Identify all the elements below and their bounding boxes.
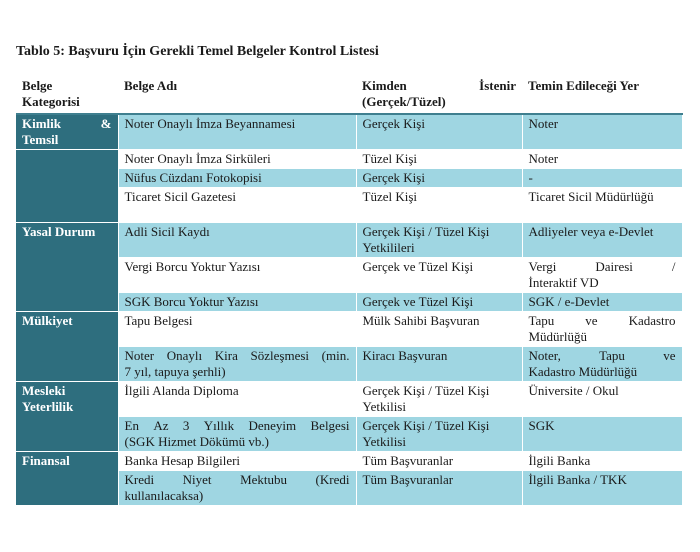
document-name: Ticaret Sicil Gazetesi — [118, 188, 356, 223]
requested-from: Gerçek Kişi / Tüzel Kişi Yetkilisi — [356, 417, 522, 452]
table-row — [16, 150, 682, 169]
requested-from: Mülk Sahibi Başvuran — [356, 312, 522, 347]
document-name: Adli Sicil Kaydı — [118, 223, 356, 258]
document-name: Nüfus Cüzdanı Fotokopisi — [118, 169, 356, 188]
header-document-name: Belge Adı — [118, 75, 356, 114]
category-professional: Mesleki Yeterlilik — [16, 382, 118, 452]
source: Vergi Dairesi / İnteraktif VD — [522, 258, 682, 293]
requested-from: Tüzel Kişi — [356, 150, 522, 169]
document-name: En Az 3 Yıllık Deneyim Belgesi (SGK Hizmet Dökümü vb.) — [118, 417, 356, 452]
requested-from: Gerçek Kişi — [356, 169, 522, 188]
category-legal-status: Yasal Durum — [16, 223, 118, 312]
requested-from: Gerçek Kişi / Tüzel Kişi Yetkilileri — [356, 223, 522, 258]
category-financial: Finansal — [16, 452, 118, 506]
document-name: Tapu Belgesi — [118, 312, 356, 347]
document-checklist-table — [16, 75, 683, 506]
table-row — [16, 452, 682, 471]
document-name: İlgili Alanda Diploma — [118, 382, 356, 417]
category-identity: Kimlik & Temsil — [16, 114, 118, 150]
source: Noter, Tapu ve Kadastro Müdürlüğü — [522, 347, 682, 382]
table-row — [16, 223, 682, 258]
header-source: Temin Edileceği Yer — [522, 75, 682, 114]
requested-from: Tüm Başvuranlar — [356, 471, 522, 506]
requested-from: Tüm Başvuranlar — [356, 452, 522, 471]
table-row — [16, 382, 682, 417]
source: Noter — [522, 114, 682, 150]
source: Noter — [522, 150, 682, 169]
source: Tapu ve Kadastro Müdürlüğü — [522, 312, 682, 347]
table-row — [16, 312, 682, 347]
category-identity-cont — [16, 150, 118, 223]
document-name: Noter Onaylı Kira Sözleşmesi (min. 7 yıl, tapuya şerhli) — [118, 347, 356, 382]
source: Ticaret Sicil Müdürlüğü — [522, 188, 682, 223]
source: İlgili Banka / TKK — [522, 471, 682, 506]
document-name: Vergi Borcu Yoktur Yazısı — [118, 258, 356, 293]
header-requested-from: Kimden İstenir (Gerçek/Tüzel) — [356, 75, 522, 114]
requested-from: Tüzel Kişi — [356, 188, 522, 223]
header-row — [16, 75, 682, 114]
requested-from: Gerçek Kişi / Tüzel Kişi Yetkilisi — [356, 382, 522, 417]
requested-from: Gerçek ve Tüzel Kişi — [356, 258, 522, 293]
source: SGK / e-Devlet — [522, 293, 682, 312]
category-ownership: Mülkiyet — [16, 312, 118, 382]
source: Adliyeler veya e-Devlet — [522, 223, 682, 258]
table-row — [16, 114, 682, 150]
header-category: Belge Kategorisi — [16, 75, 118, 114]
requested-from: Gerçek ve Tüzel Kişi — [356, 293, 522, 312]
document-name: Banka Hesap Bilgileri — [118, 452, 356, 471]
source: SGK — [522, 417, 682, 452]
document-name: SGK Borcu Yoktur Yazısı — [118, 293, 356, 312]
source: Üniversite / Okul — [522, 382, 682, 417]
source: İlgili Banka — [522, 452, 682, 471]
source: - — [522, 169, 682, 188]
document-name: Noter Onaylı İmza Beyannamesi — [118, 114, 356, 150]
document-name: Noter Onaylı İmza Sirküleri — [118, 150, 356, 169]
requested-from: Gerçek Kişi — [356, 114, 522, 150]
requested-from: Kiracı Başvuran — [356, 347, 522, 382]
document-name: Kredi Niyet Mektubu (Kredi kullanılacaksa) — [118, 471, 356, 506]
table-title: Tablo 5: Başvuru İçin Gerekli Temel Belgeler Kontrol Listesi — [16, 44, 379, 59]
